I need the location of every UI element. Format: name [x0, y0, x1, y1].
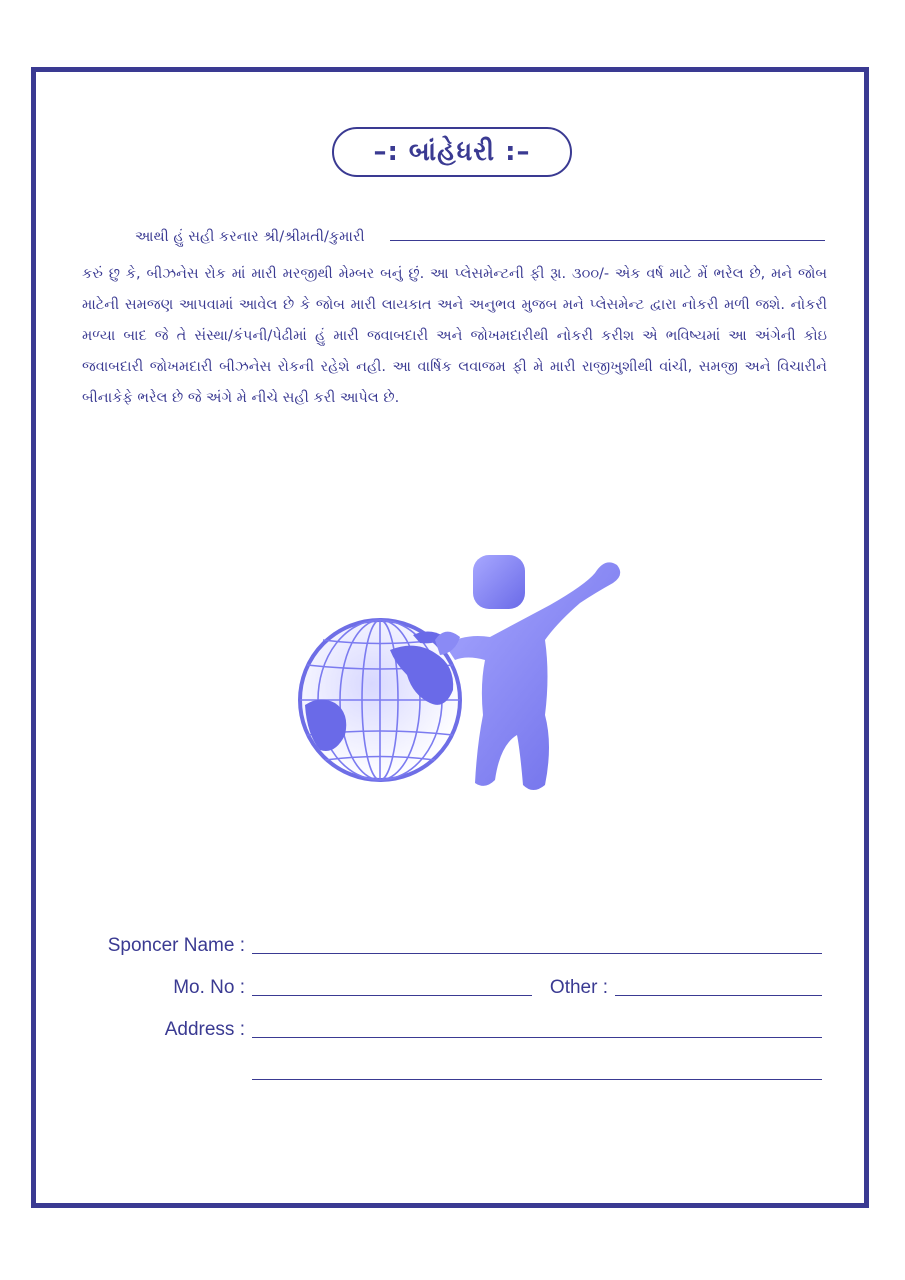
declaration-first-line: આથી હું સહી કરનાર શ્રી/શ્રીમતી/કુમારી: [135, 229, 365, 245]
address-field-line-2[interactable]: [252, 1079, 822, 1080]
declaration-body: કરું છુ કે, બીઝનેસ રોક માં મારી મરજીથી મેમ્બર બનું છું. આ પ્લેસમેન્ટની ફી રૂા. ૩૦૦/- એક વર્ષ માટે મેં ભરેલ છે, મને જોબ માટેની સમજણ આપવામાં આવેલ છે કે જોબ મારી લાયકાત અને અનુભવ મુજબ મને પ્લેસમેન્ટ દ્વારા નોકરી મળી જશે. નોકરી મળ્યા બાદ જે તે સંસ્થા/કંપની/પેઢીમાં હું મારી જવાબદારી અને જોખમદારીથી નોકરી કરીશ એ ભવિષ્યમાં આ અંગેની કોઇ જવાબદારી જોખમદારી બીઝનેસ રોકની રહેશે નહી. આ વાર્ષિક લવાજમ ફી મે મારી રાજીખુશીથી વાંચી, સમજી અને વિચારીને બીનાકેફે ભરેલ છે જે અંગે મે નીચે સહી કરી આપેલ છે.: [82, 266, 827, 406]
sponsor-name-label: Sponcer Name :: [107, 935, 245, 956]
name-fill-line[interactable]: [390, 240, 825, 241]
person-figure-icon: [435, 555, 620, 790]
mobile-number-label: Mo. No :: [173, 977, 245, 998]
other-label: Other :: [549, 977, 608, 998]
mobile-number-field[interactable]: [252, 995, 532, 996]
globe-icon: [300, 620, 460, 780]
page-title: –: બાંહેધરી :–: [332, 127, 572, 177]
other-field[interactable]: [615, 995, 822, 996]
address-label: Address :: [164, 1019, 245, 1040]
globe-figure-illustration: [295, 545, 640, 800]
sponsor-name-field[interactable]: [252, 953, 822, 954]
address-field-line-1[interactable]: [252, 1037, 822, 1038]
